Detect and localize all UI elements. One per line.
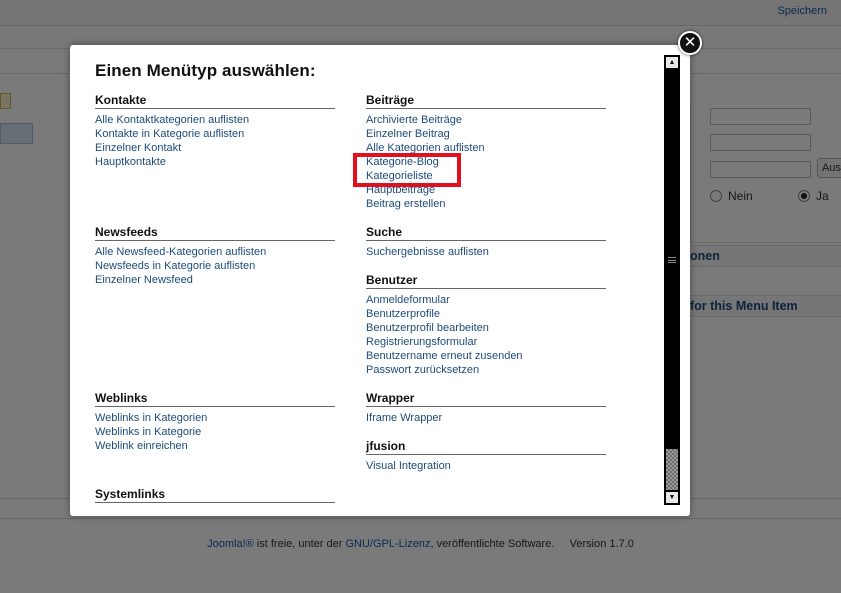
- menu-type-link[interactable]: Alle Kategorien auflisten: [366, 142, 485, 154]
- modal-scrollbar[interactable]: [664, 55, 680, 505]
- group-newsfeeds: [95, 225, 335, 287]
- group-title: Weblinks: [95, 391, 335, 407]
- group-title: Suche: [366, 225, 606, 241]
- group-title: Benutzer: [366, 273, 606, 289]
- modal-title: Einen Menütyp auswählen:: [95, 61, 316, 80]
- group-title: jfusion: [366, 439, 606, 455]
- group-title: Systemlinks: [95, 487, 335, 503]
- menu-type-link[interactable]: Alle Kontaktkategorien auflisten: [95, 114, 250, 126]
- group-title: Wrapper: [366, 391, 606, 407]
- menu-type-link[interactable]: Anmeldeformular: [366, 294, 450, 306]
- group-systemlinks: [95, 487, 335, 507]
- menu-type-link[interactable]: Benutzername erneut zusenden: [366, 350, 523, 362]
- menu-type-link[interactable]: Visual Integration: [366, 460, 451, 472]
- menu-type-link[interactable]: Einzelner Beitrag: [366, 128, 450, 140]
- group-weblinks: [95, 391, 335, 453]
- menu-type-link[interactable]: Archivierte Beiträge: [366, 114, 462, 126]
- scroll-track[interactable]: [666, 449, 678, 490]
- menu-type-link[interactable]: Iframe Wrapper: [366, 412, 443, 424]
- scroll-up-icon[interactable]: ▲: [666, 57, 678, 68]
- group-wrapper: [366, 391, 606, 425]
- group-jfusion: [366, 439, 606, 473]
- group-title: Beiträge: [366, 93, 606, 109]
- menu-type-link[interactable]: Kategorieliste: [366, 170, 433, 182]
- menu-type-link[interactable]: Alle Newsfeed-Kategorien auflisten: [95, 246, 267, 258]
- group-beitraege: [366, 93, 606, 211]
- menu-type-link[interactable]: Einzelner Newsfeed: [95, 274, 193, 286]
- menu-type-link[interactable]: Hauptbeiträge: [366, 184, 436, 196]
- menu-type-link[interactable]: Einzelner Kontakt: [95, 142, 182, 154]
- menu-type-link[interactable]: Suchergebnisse auflisten: [366, 246, 489, 258]
- menu-type-link[interactable]: Kategorie-Blog: [366, 156, 439, 168]
- menu-type-link[interactable]: Hauptkontakte: [95, 156, 166, 168]
- group-kontakte: [95, 93, 335, 169]
- menu-type-link[interactable]: Weblinks in Kategorien: [95, 412, 208, 424]
- menu-type-link[interactable]: Registrierungsformular: [366, 336, 478, 348]
- scroll-grip-icon[interactable]: [668, 257, 676, 263]
- menu-type-modal: [70, 45, 690, 516]
- menu-type-link[interactable]: Weblink einreichen: [95, 440, 188, 452]
- group-title: Newsfeeds: [95, 225, 335, 241]
- menu-type-link[interactable]: Passwort zurücksetzen: [366, 364, 480, 376]
- group-title: Kontakte: [95, 93, 335, 109]
- menu-type-link[interactable]: Benutzerprofile: [366, 308, 440, 320]
- menu-type-link[interactable]: Beitrag erstellen: [366, 198, 446, 210]
- menu-type-link[interactable]: Kontakte in Kategorie auflisten: [95, 128, 245, 140]
- menu-type-link[interactable]: Newsfeeds in Kategorie auflisten: [95, 260, 256, 272]
- menu-type-link[interactable]: Weblinks in Kategorie: [95, 426, 202, 438]
- scroll-down-icon[interactable]: ▼: [666, 492, 678, 503]
- menu-type-link[interactable]: Benutzerprofil bearbeiten: [366, 322, 489, 334]
- close-icon[interactable]: ✕: [678, 31, 702, 55]
- group-suche: [366, 225, 606, 259]
- group-benutzer: [366, 273, 606, 377]
- highlight-box: [353, 153, 461, 187]
